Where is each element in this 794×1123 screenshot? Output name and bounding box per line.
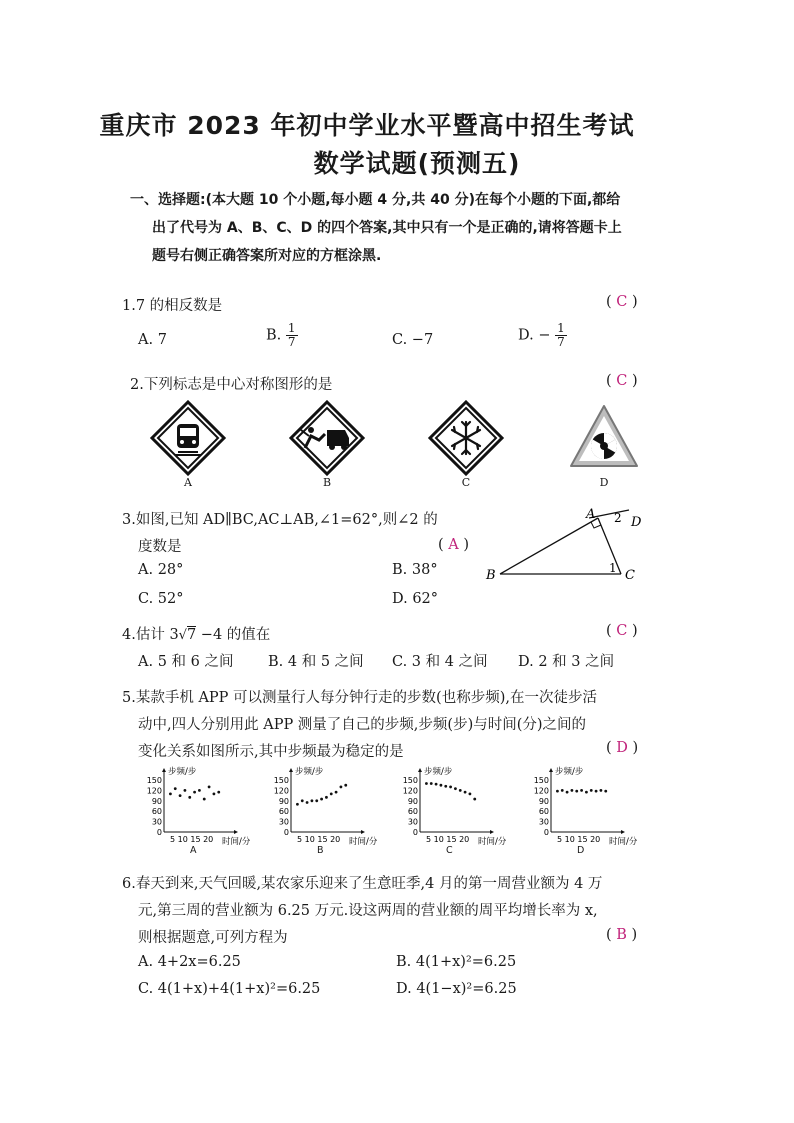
y-tick-label: 30 — [538, 817, 549, 827]
y-axis-label: 步频/步 — [424, 767, 453, 777]
y-tick-label: 120 — [146, 786, 162, 796]
y-tick-label: 60 — [538, 807, 549, 817]
data-point — [169, 792, 172, 795]
data-point — [315, 799, 318, 802]
page-title: 重庆市 2023 年初中学业水平暨高中招生考试 — [99, 111, 635, 140]
x-axis-label: 时间/分 — [478, 837, 506, 846]
data-point — [454, 787, 457, 790]
data-point — [330, 792, 333, 795]
q4-option-a: A. 5 和 6 之间 — [138, 654, 234, 670]
x-axis-arrow — [234, 830, 238, 834]
data-point — [595, 790, 598, 793]
y-axis-arrow — [418, 768, 422, 772]
y-tick-label: 90 — [278, 796, 289, 806]
y-tick-label: 90 — [538, 796, 549, 806]
q1-option-c: C. −7 — [392, 332, 434, 348]
data-point — [575, 790, 578, 793]
y-tick-label: 0 — [543, 828, 549, 837]
data-point — [179, 794, 182, 797]
car-crash-icon — [287, 400, 367, 476]
q5-chart-c — [396, 766, 506, 858]
data-point — [464, 791, 467, 794]
section-instructions-3: 题号右侧正确答案所对应的方框涂黑. — [152, 248, 382, 264]
data-point — [193, 791, 196, 794]
q6-option-a: A. 4+2x=6.25 — [138, 954, 241, 970]
q3-stem-2: 度数是 — [138, 539, 182, 555]
data-point — [556, 790, 559, 793]
y-axis-arrow — [162, 768, 166, 772]
q1-answer-bracket: ( C ) — [606, 294, 638, 310]
q5-chart-d — [527, 766, 637, 858]
data-point — [440, 784, 443, 787]
q3-answer: A — [448, 537, 459, 553]
q4-stem: 4.估计 3√7 −4 的值在 — [122, 627, 271, 643]
y-axis-arrow — [289, 768, 293, 772]
data-point — [473, 798, 476, 801]
x-axis-arrow — [361, 830, 365, 834]
y-tick-label: 90 — [151, 796, 162, 806]
y-tick-label: 30 — [407, 817, 418, 827]
data-point — [561, 789, 564, 792]
q5-stem-1: 5.某款手机 APP 可以测量行人每分钟行走的步数(也称步频),在一次徒步活 — [122, 690, 597, 706]
data-point — [188, 796, 191, 799]
section-instructions-1: 一、选择题:(本大题 10 个小题,每小题 4 分,共 40 分)在每个小题的下面,都给 — [130, 192, 621, 208]
data-point — [340, 786, 343, 789]
data-point — [198, 789, 201, 792]
q1-option-a: A. 7 — [138, 332, 167, 348]
q2-stem: 2.下列标志是中心对称图形的是 — [130, 377, 333, 393]
q5-answer: D — [616, 740, 628, 756]
y-tick-label: 0 — [156, 828, 162, 837]
x-tick-labels: 5 10 15 20 — [170, 835, 214, 844]
q4-option-b: B. 4 和 5 之间 — [268, 654, 364, 670]
point-b-label: B — [486, 568, 496, 583]
q4-answer-bracket: ( C ) — [606, 623, 638, 639]
data-point — [604, 790, 607, 793]
q5-chart-c-svg — [396, 766, 506, 846]
q4-option-d: D. 2 和 3 之间 — [518, 654, 615, 670]
q6-stem-1: 6.春天到来,天气回暖,某农家乐迎来了生意旺季,4 月的第一周营业额为 4 万 — [122, 876, 603, 892]
point-a-label: A — [586, 507, 596, 522]
q6-option-c: C. 4(1+x)+4(1+x)²=6.25 — [138, 981, 321, 997]
data-point — [335, 791, 338, 794]
q6-answer-bracket: ( B ) — [606, 927, 638, 943]
q5-chart-a — [140, 766, 250, 858]
data-point — [600, 789, 603, 792]
q6-answer: B — [616, 927, 627, 943]
y-tick-label: 60 — [278, 807, 289, 817]
train-icon — [148, 400, 228, 476]
y-tick-label: 120 — [533, 786, 549, 796]
y-axis-arrow — [549, 768, 553, 772]
q3-answer-bracket: ( A ) — [438, 537, 470, 553]
radiation-icon — [567, 402, 641, 472]
q6-option-b: B. 4(1+x)²=6.25 — [396, 954, 517, 970]
data-point — [590, 789, 593, 792]
x-axis-label: 时间/分 — [349, 837, 377, 846]
y-axis-label: 步频/步 — [555, 767, 584, 777]
x-axis-arrow — [621, 830, 625, 834]
data-point — [306, 801, 309, 804]
data-point — [449, 786, 452, 789]
data-point — [174, 787, 177, 790]
data-point — [301, 799, 304, 802]
y-tick-label: 60 — [407, 807, 418, 817]
data-point — [435, 783, 438, 786]
data-point — [184, 789, 187, 792]
data-point — [430, 782, 433, 785]
data-point — [571, 789, 574, 792]
data-point — [444, 785, 447, 788]
y-tick-label: 150 — [146, 776, 162, 785]
x-tick-labels: 5 10 15 20 — [297, 835, 341, 844]
q5-chart-a-label: A — [190, 845, 197, 856]
data-point — [213, 792, 216, 795]
q5-chart-b-svg — [267, 766, 377, 846]
q3-option-c: C. 52° — [138, 591, 184, 607]
data-point — [425, 782, 428, 785]
data-point — [296, 803, 299, 806]
angle-1-label: 1 — [609, 561, 617, 575]
section-instructions-2: 出了代号为 A、B、C、D 的四个答案,其中只有一个是正确的,请将答题卡上 — [152, 220, 622, 236]
q1-option-d: D. − $\frac{1}{7}$ — [518, 321, 565, 349]
q5-chart-c-label: C — [446, 845, 453, 856]
point-c-label: C — [625, 568, 635, 583]
q5-chart-b-label: B — [317, 845, 324, 856]
y-tick-label: 120 — [273, 786, 289, 796]
x-axis-label: 时间/分 — [609, 837, 637, 846]
y-tick-label: 30 — [151, 817, 162, 827]
data-point — [325, 796, 328, 799]
y-tick-label: 150 — [273, 776, 289, 785]
q2-label-d: D — [599, 476, 609, 489]
q3-geometry-figure — [484, 500, 654, 586]
q2-label-c: C — [461, 476, 471, 489]
data-point — [344, 784, 347, 787]
q5-chart-d-svg — [527, 766, 637, 846]
data-point — [585, 791, 588, 794]
q6-option-d: D. 4(1−x)²=6.25 — [396, 981, 517, 997]
q5-chart-b — [267, 766, 377, 858]
q3-stem-1: 3.如图,已知 AD∥BC,AC⊥AB,∠1=62°,则∠2 的 — [122, 512, 438, 528]
x-tick-labels: 5 10 15 20 — [557, 835, 601, 844]
y-tick-label: 150 — [533, 776, 549, 785]
y-axis-label: 步频/步 — [168, 767, 197, 777]
y-tick-label: 120 — [402, 786, 418, 796]
y-tick-label: 0 — [283, 828, 289, 837]
q5-chart-a-svg — [140, 766, 250, 846]
x-axis-label: 时间/分 — [222, 837, 250, 846]
q3-option-a: A. 28° — [138, 562, 184, 578]
q5-answer-bracket: ( D ) — [606, 740, 639, 756]
data-point — [469, 792, 472, 795]
q5-chart-d-label: D — [577, 845, 585, 856]
q2-answer-bracket: ( C ) — [606, 373, 638, 389]
data-point — [459, 789, 462, 792]
data-point — [580, 789, 583, 792]
point-d-label: D — [631, 515, 642, 530]
angle-2-label: 2 — [614, 511, 622, 525]
q6-stem-3: 则根据题意,可列方程为 — [138, 930, 288, 946]
x-axis-arrow — [490, 830, 494, 834]
data-point — [566, 791, 569, 794]
y-tick-label: 150 — [402, 776, 418, 785]
data-point — [217, 791, 220, 794]
snowflake-icon — [426, 400, 506, 476]
data-point — [311, 799, 314, 802]
q1-stem: 1.7 的相反数是 — [122, 298, 223, 314]
y-tick-label: 0 — [412, 828, 418, 837]
q3-option-b: B. 38° — [392, 562, 438, 578]
y-tick-label: 30 — [278, 817, 289, 827]
data-point — [320, 798, 323, 801]
q1-answer: C — [616, 294, 628, 310]
q1-option-b: B. $\frac{1}{7}$ — [266, 321, 296, 349]
x-tick-labels: 5 10 15 20 — [426, 835, 470, 844]
y-tick-label: 90 — [407, 796, 418, 806]
q5-stem-3: 变化关系如图所示,其中步频最为稳定的是 — [138, 744, 404, 760]
page-subtitle: 数学试题(预测五) — [313, 149, 521, 178]
y-tick-label: 60 — [151, 807, 162, 817]
data-point — [208, 786, 211, 789]
q2-label-a: A — [184, 476, 192, 489]
q3-option-d: D. 62° — [392, 591, 439, 607]
q4-answer: C — [616, 623, 628, 639]
q2-answer: C — [616, 373, 628, 389]
y-axis-label: 步频/步 — [295, 767, 324, 777]
data-point — [203, 798, 206, 801]
q6-stem-2: 元,第三周的营业额为 6.25 万元.设这两周的营业额的周平均增长率为 x, — [138, 903, 598, 919]
q4-option-c: C. 3 和 4 之间 — [392, 654, 488, 670]
q5-stem-2: 动中,四人分别用此 APP 测量了自己的步频,步频(步)与时间(分)之间的 — [138, 717, 587, 733]
q2-label-b: B — [322, 476, 332, 489]
